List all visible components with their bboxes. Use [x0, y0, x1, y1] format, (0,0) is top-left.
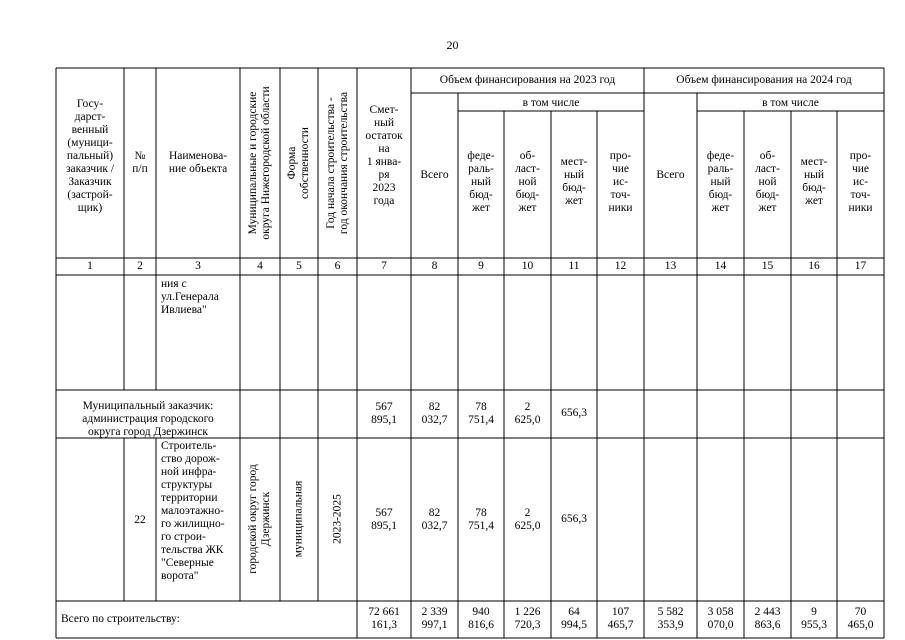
col-number-16: 16: [808, 260, 820, 272]
header-customer: Госу- дарст- венный (муници- пальный) заказчик / Заказчик (застрой- щик): [65, 98, 115, 214]
header-object-name: Наименова- ние объекта: [168, 150, 228, 175]
customer-regional-2023: 2 625,0: [514, 401, 541, 426]
total-label: Всего по строительству:: [61, 613, 180, 625]
row-22-district: городской округ город Дзержинск: [247, 464, 272, 574]
col-number-9: 9: [478, 260, 484, 272]
col-number-14: 14: [714, 260, 727, 272]
row-22-estimate: 567 895,1: [371, 507, 397, 532]
header-estimate-balance: Смет- ный остаток на 1 янва- ря 2023 года: [365, 104, 403, 207]
customer-label: Муниципальный заказчик: администрация городского округа город Дзержинск: [82, 400, 214, 438]
header-ownership: Форма собственности: [286, 127, 311, 199]
col-number-5: 5: [296, 260, 302, 272]
page-number: 20: [446, 38, 459, 52]
col-number-10: 10: [521, 260, 534, 272]
total-regional-2024: 2 443 863,6: [754, 606, 781, 631]
col-number-8: 8: [431, 260, 438, 272]
row-22-total-2023: 82 032,7: [421, 507, 448, 532]
header-local-2023: мест- ный бюд- жет: [560, 156, 588, 207]
customer-estimate: 567 895,1: [371, 401, 397, 426]
total-other-2024: 70 465,0: [847, 606, 874, 631]
col-number-4: 4: [257, 260, 263, 272]
header-regional-2024: об- ласт- ной бюд- жет: [755, 150, 780, 214]
row-22-object-name: Строитель- ство дорож- ной инфра- структуры территории малоэтажно- го жилищно- го строи- тельства ЖК "Северные ворота": [161, 440, 225, 582]
header-other-2023: про- чие ис- точ- ники: [608, 150, 633, 214]
total-estimate: 72 661 161,3: [368, 606, 400, 631]
col-number-6: 6: [334, 260, 341, 272]
col-number-2: 2: [137, 260, 143, 272]
total-federal-2023: 940 816,6: [468, 606, 494, 631]
header-local-2024: мест- ный бюд- жет: [800, 156, 828, 207]
total-regional-2023: 1 226 720,3: [514, 606, 541, 631]
object-name-continued: ния с ул.Генерала Ивлиева": [161, 278, 219, 316]
header-years: Год начала строительства - год окончания строительства: [325, 91, 350, 235]
header-total-2024: Всего: [656, 169, 685, 181]
customer-total-2023: 82 032,7: [421, 401, 448, 426]
header-incl-2023: в том числе: [522, 97, 580, 109]
col-number-12: 12: [614, 260, 627, 272]
col-number-15: 15: [761, 260, 774, 272]
total-local-2023: 64 994,5: [561, 606, 587, 631]
header-fin-2023: Объем финансирования на 2023 год: [439, 74, 616, 86]
total-total-2024: 5 582 353,9: [657, 606, 684, 631]
header-district: Муниципальные и городские округа Нижегородской области: [247, 86, 272, 240]
customer-local-2023: 656,3: [561, 407, 587, 419]
header-other-2024: про- чие ис- точ- ники: [848, 150, 873, 214]
header-number: № п/п: [132, 150, 148, 175]
row-22-number: 22: [134, 514, 146, 526]
col-number-7: 7: [381, 260, 387, 272]
total-other-2023: 107 465,7: [607, 606, 634, 631]
col-number-17: 17: [854, 260, 867, 272]
header-regional-2023: об- ласт- ной бюд- жет: [515, 150, 540, 214]
col-number-11: 11: [568, 260, 580, 272]
row-22-local-2023: 656,3: [561, 513, 587, 525]
header-total-2023: Всего: [420, 169, 449, 181]
header-incl-2024: в том числе: [762, 97, 819, 109]
row-22-federal-2023: 78 751,4: [468, 507, 494, 532]
col-number-1: 1: [87, 260, 93, 272]
col-number-3: 3: [195, 260, 201, 272]
header-federal-2024: феде- раль- ный бюд- жет: [706, 150, 735, 214]
total-federal-2024: 3 058 070,0: [707, 606, 734, 631]
total-local-2024: 9 955,3: [801, 606, 827, 631]
header-fin-2024: Объем финансирования на 2024 год: [676, 74, 852, 86]
customer-federal-2023: 78 751,4: [468, 401, 494, 426]
total-total-2023: 2 339 997,1: [421, 606, 448, 631]
row-22-regional-2023: 2 625,0: [514, 507, 541, 532]
header-federal-2023: феде- раль- ный бюд- жет: [467, 150, 495, 214]
row-22-years: 2023-2025: [331, 494, 344, 544]
row-22-ownership: муниципальная: [292, 480, 305, 558]
col-number-13: 13: [664, 260, 677, 272]
